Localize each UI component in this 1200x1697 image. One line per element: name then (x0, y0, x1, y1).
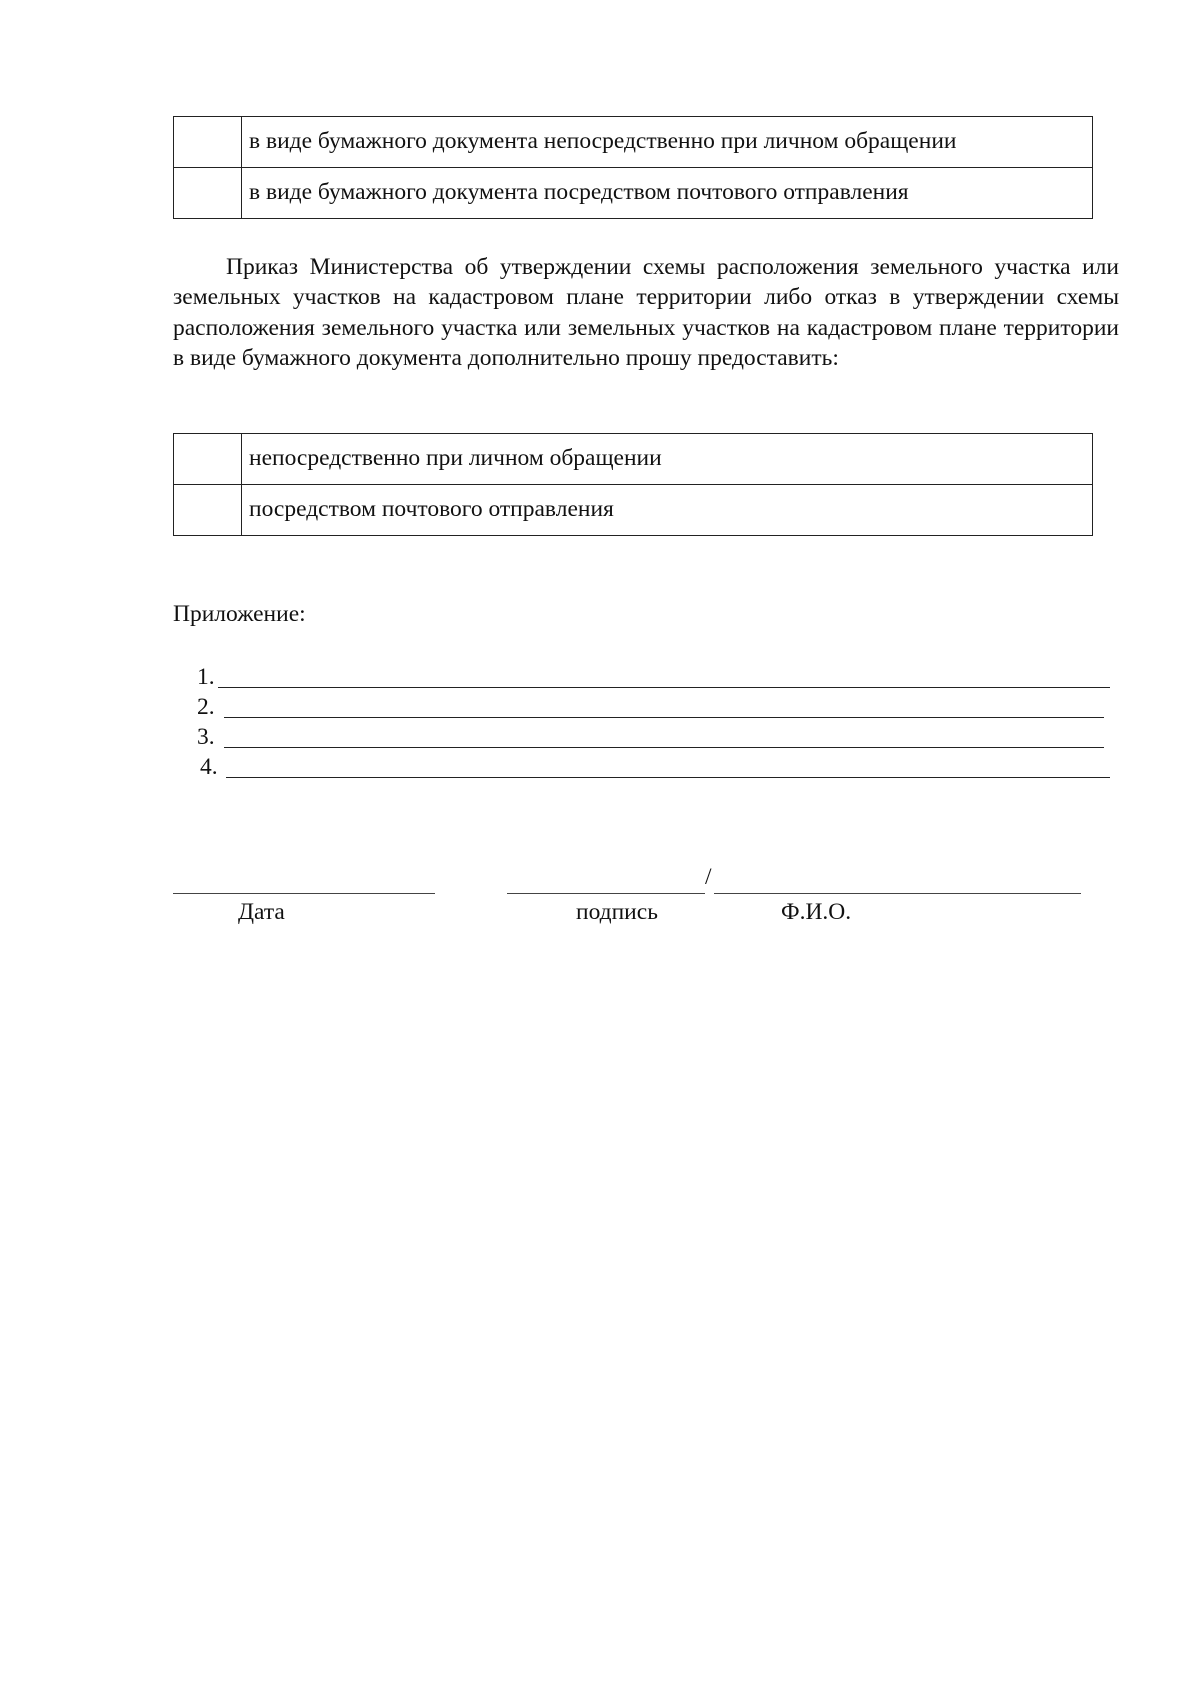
option-checkbox[interactable] (174, 485, 242, 536)
date-field[interactable] (173, 893, 435, 894)
signature-field[interactable] (507, 893, 705, 894)
option-checkbox[interactable] (174, 117, 242, 168)
option-checkbox[interactable] (174, 168, 242, 219)
attachment-number: 1. (197, 664, 215, 690)
delivery-option-row (174, 485, 1093, 536)
option-checkbox[interactable] (174, 434, 242, 485)
option-label: в виде бумажного документа непосредственно при личном обращении (242, 117, 1093, 168)
option-label: в виде бумажного документа посредством почтового отправления (242, 168, 1093, 219)
attachment-number: 4. (200, 754, 218, 780)
date-label: Дата (238, 899, 285, 925)
attachments-title: Приложение: (173, 601, 306, 627)
order-paragraph: Приказ Министерства об утверждении схемы расположения земельного участка или земельных участков на кадастровом плане территории либо отказ в утверждении схемы расположения земельного участка или земельных участков на кадастровом плане территории в виде бумажного документа дополнительно прошу предоставить: (173, 254, 1119, 371)
attachment-field[interactable] (224, 717, 1104, 718)
attachment-number: 2. (197, 694, 215, 720)
delivery-option-row (174, 117, 1093, 168)
signature-separator: / (705, 864, 712, 890)
full-name-field[interactable] (714, 893, 1081, 894)
option-label: посредством почтового отправления (242, 485, 1093, 536)
full-name-label: Ф.И.О. (781, 899, 852, 925)
paper-delivery-options-table (173, 433, 1093, 536)
delivery-option-row (174, 168, 1093, 219)
delivery-option-row (174, 434, 1093, 485)
signature-label: подпись (576, 899, 658, 925)
attachment-field[interactable] (218, 687, 1110, 688)
delivery-options-table (173, 116, 1093, 219)
attachment-field[interactable] (224, 747, 1104, 748)
option-label: непосредственно при личном обращении (242, 434, 1093, 485)
attachment-field[interactable] (226, 777, 1110, 778)
attachment-number: 3. (197, 724, 215, 750)
